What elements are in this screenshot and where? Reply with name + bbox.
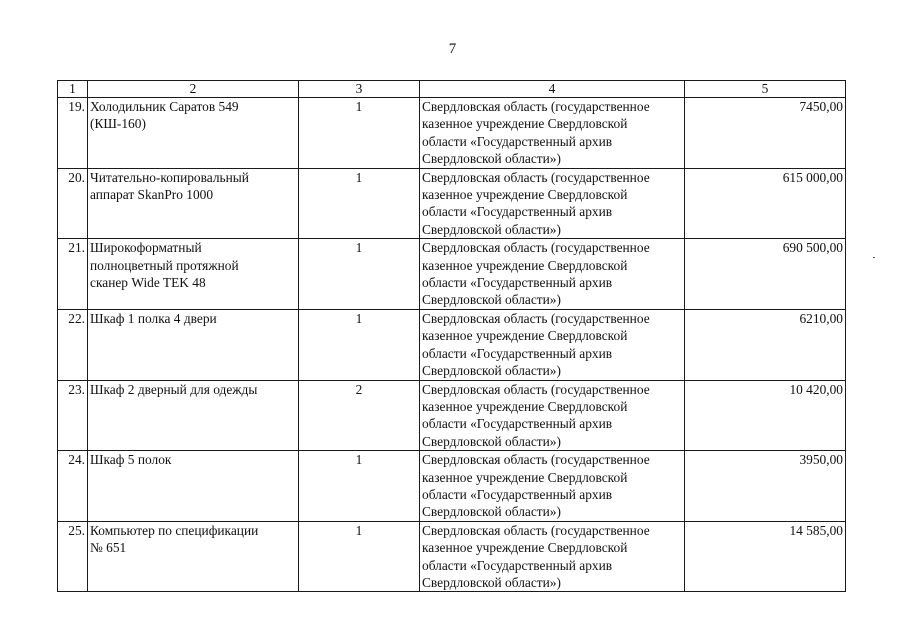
quantity-cell: 1	[299, 521, 420, 592]
amount-cell: 3950,00	[685, 451, 846, 522]
table-row	[58, 98, 846, 169]
owner-line: Свердловская область (государственное	[422, 452, 650, 468]
header-cell-col4: 4	[420, 81, 685, 98]
amount-cell: 6210,00	[685, 309, 846, 380]
owner-line: Свердловской области»)	[422, 221, 561, 237]
quantity-cell: 1	[299, 98, 420, 169]
owner-line: области «Государственный архив	[422, 204, 613, 220]
item-name-line: Шкаф 1 полка 4 двери	[90, 310, 217, 326]
owner-cell	[420, 451, 685, 522]
owner-line: Свердловской области»)	[422, 504, 561, 520]
owner-line: казенное учреждение Свердловской	[422, 187, 628, 203]
item-name-line: (КШ-160)	[90, 116, 146, 132]
owner-line: Свердловская область (государственное	[422, 99, 650, 114]
table-row	[58, 451, 846, 522]
item-name-line: полноцветный протяжной	[90, 257, 239, 273]
owner-line: Свердловская область (государственное	[422, 522, 650, 538]
owner-line: казенное учреждение Свердловской	[422, 469, 628, 485]
item-name-line: Компьютер по спецификации	[90, 522, 259, 538]
amount-cell: 14 585,00	[685, 521, 846, 592]
item-name-line: Холодильник Саратов 549	[90, 99, 239, 114]
row-number-cell: 23.	[58, 380, 88, 451]
owner-line: Свердловская область (государственное	[422, 169, 650, 185]
table-row	[58, 239, 846, 310]
owner-line: казенное учреждение Свердловской	[422, 328, 628, 344]
owner-line: Свердловская область (государственное	[422, 381, 650, 397]
table-row	[58, 521, 846, 592]
item-name-cell	[88, 380, 299, 451]
owner-line: казенное учреждение Свердловской	[422, 398, 628, 414]
header-cell-col1: 1	[58, 81, 88, 98]
header-cell-col2: 2	[88, 81, 299, 98]
owner-line: Свердловской области»)	[422, 363, 561, 379]
item-name-line: аппарат SkanPro 1000	[90, 187, 214, 203]
row-number-cell: 21.	[58, 239, 88, 310]
owner-line: области «Государственный архив	[422, 133, 613, 149]
owner-cell	[420, 239, 685, 310]
owner-cell	[420, 309, 685, 380]
table-row	[58, 168, 846, 239]
table-header-row	[58, 81, 846, 98]
item-name-cell	[88, 521, 299, 592]
row-number-cell: 24.	[58, 451, 88, 522]
row-number-cell: 19.	[58, 98, 88, 169]
owner-line: Свердловская область (государственное	[422, 240, 650, 256]
owner-line: области «Государственный архив	[422, 275, 613, 291]
owner-line: Свердловской области»)	[422, 574, 561, 590]
owner-line: области «Государственный архив	[422, 345, 613, 361]
owner-line: области «Государственный архив	[422, 416, 613, 432]
amount-cell: 615 000,00	[685, 168, 846, 239]
header-cell-col3: 3	[299, 81, 420, 98]
item-name-cell	[88, 451, 299, 522]
item-name-line: Шкаф 5 полок	[90, 452, 172, 468]
owner-line: Свердловской области»)	[422, 433, 561, 449]
quantity-cell: 1	[299, 239, 420, 310]
header-cell-col5: 5	[685, 81, 846, 98]
row-number-cell: 20.	[58, 168, 88, 239]
amount-cell: 690 500,00	[685, 239, 846, 310]
amount-cell: 10 420,00	[685, 380, 846, 451]
owner-cell	[420, 521, 685, 592]
amount-cell: 7450,00	[685, 98, 846, 169]
item-name-line: сканер Wide TEK 48	[90, 275, 206, 291]
quantity-cell: 1	[299, 309, 420, 380]
table-row	[58, 380, 846, 451]
owner-line: казенное учреждение Свердловской	[422, 116, 628, 132]
page-number: 7	[448, 41, 457, 57]
owner-line: области «Государственный архив	[422, 557, 613, 573]
item-name-line: Читательно-копировальный	[90, 169, 249, 185]
item-name-line: Широкоформатный	[90, 240, 202, 256]
row-number-cell: 22.	[58, 309, 88, 380]
item-name-cell	[88, 309, 299, 380]
scan-speck	[873, 257, 875, 258]
owner-line: Свердловской области»)	[422, 151, 561, 167]
row-number-cell: 25.	[58, 521, 88, 592]
owner-line: казенное учреждение Свердловской	[422, 257, 628, 273]
item-name-cell	[88, 168, 299, 239]
owner-line: области «Государственный архив	[422, 486, 613, 502]
owner-cell	[420, 98, 685, 169]
item-name-cell	[88, 239, 299, 310]
owner-line: Свердловская область (государственное	[422, 310, 650, 326]
item-name-line: № 651	[90, 540, 127, 556]
item-name-line: Шкаф 2 дверный для одежды	[90, 381, 258, 397]
quantity-cell: 2	[299, 380, 420, 451]
owner-cell	[420, 380, 685, 451]
owner-line: Свердловской области»)	[422, 292, 561, 308]
property-table	[57, 80, 846, 592]
quantity-cell: 1	[299, 168, 420, 239]
owner-cell	[420, 168, 685, 239]
table-row	[58, 309, 846, 380]
owner-line: казенное учреждение Свердловской	[422, 540, 628, 556]
quantity-cell: 1	[299, 451, 420, 522]
item-name-cell	[88, 98, 299, 169]
